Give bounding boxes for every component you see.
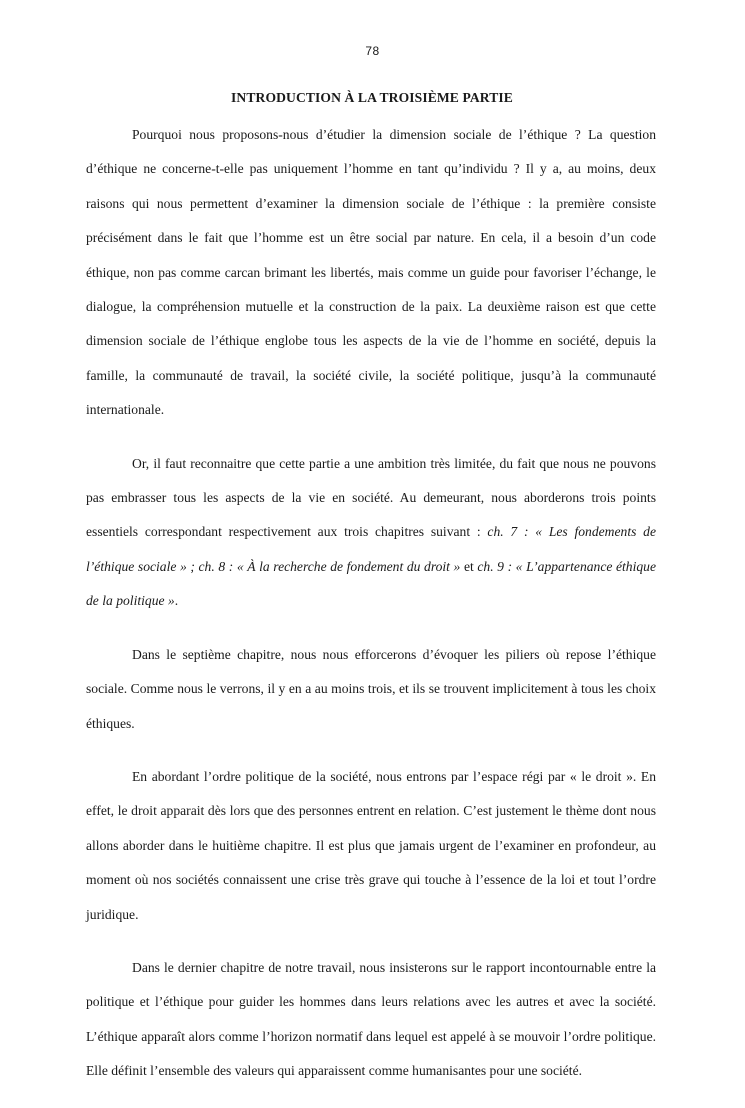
page-number: 78: [365, 44, 380, 58]
paragraph-2-text: Or, il faut reconnaitre que cette partie a une ambition très limitée, du fait que nous ne pouvons pas embrasser tous les aspects de la vie en société. Au demeurant, nous aborderons trois points essentiels correspondant respectivement aux trois chapitres suivant :: [86, 455, 656, 540]
paragraph-2-connector: et: [460, 558, 478, 574]
section-title: INTRODUCTION À LA TROISIÈME PARTIE: [231, 90, 513, 105]
paragraph-4: En abordant l’ordre politique de la société, nous entrons par l’espace régi par « le droit ». En effet, le droit apparait dès lors que des personnes entrent en relation. C’est justement le thème dont nous allons aborder dans le huitième chapitre. Il est plus que jamais urgent de l’examiner en profondeur, au moment où nos sociétés connaissent une crise très grave qui touche à l’essence de la loi et tout l’ordre juridique.: [86, 768, 656, 922]
paragraph-2: [86, 447, 656, 619]
paragraph-2-end: .: [174, 593, 179, 609]
chapter-reference-9: ch. 9 : « L’appartenance éthique de la politique »: [86, 558, 657, 609]
chapter-reference-7-8: ch. 7 : « Les fondements de l’éthique sociale » ; ch. 8 : « À la recherche de fondement du droit »: [86, 524, 656, 574]
paragraph-3: Dans le septième chapitre, nous nous efforcerons d’évoquer les piliers où repose l’éthique sociale. Comme nous le verrons, il y en a au moins trois, et ils se trouvent implicitement à tous les choix éthiques.: [86, 646, 656, 731]
body-text: [86, 118, 656, 1108]
paragraph-5: Dans le dernier chapitre de notre travail, nous insisterons sur le rapport incontournable entre la politique et l’éthique pour guider les hommes dans leurs relations avec les autres et avec la société. L’éthique apparaît alors comme l’horizon normatif dans lequel est appelé à se mouvoir l’ordre politique. Elle définit l’ensemble des valeurs qui apparaissent comme humanisantes pour une société.: [86, 959, 656, 1079]
paragraph-1: Pourquoi nous proposons-nous d’étudier la dimension sociale de l’éthique ? La question d’éthique ne concerne-t-elle pas uniquement l’homme en tant qu’individu ? Il y a, au moins, deux raisons qui nous permettent d’examiner la dimension sociale de l’éthique : la première consiste précisément dans le fait que l’homme est un être social par nature. En cela, il a besoin d’un code éthique, non pas comme carcan brimant les libertés, mais comme un guide pour favoriser l’échange, le dialogue, la compréhension mutuelle et la construction de la paix. La deuxième raison est que cette dimension sociale de l’éthique englobe tous les aspects de la vie de l’homme en société, depuis la famille, la communauté de travail, la société civile, la société politique, jusqu’à la communauté internationale.: [86, 127, 656, 418]
